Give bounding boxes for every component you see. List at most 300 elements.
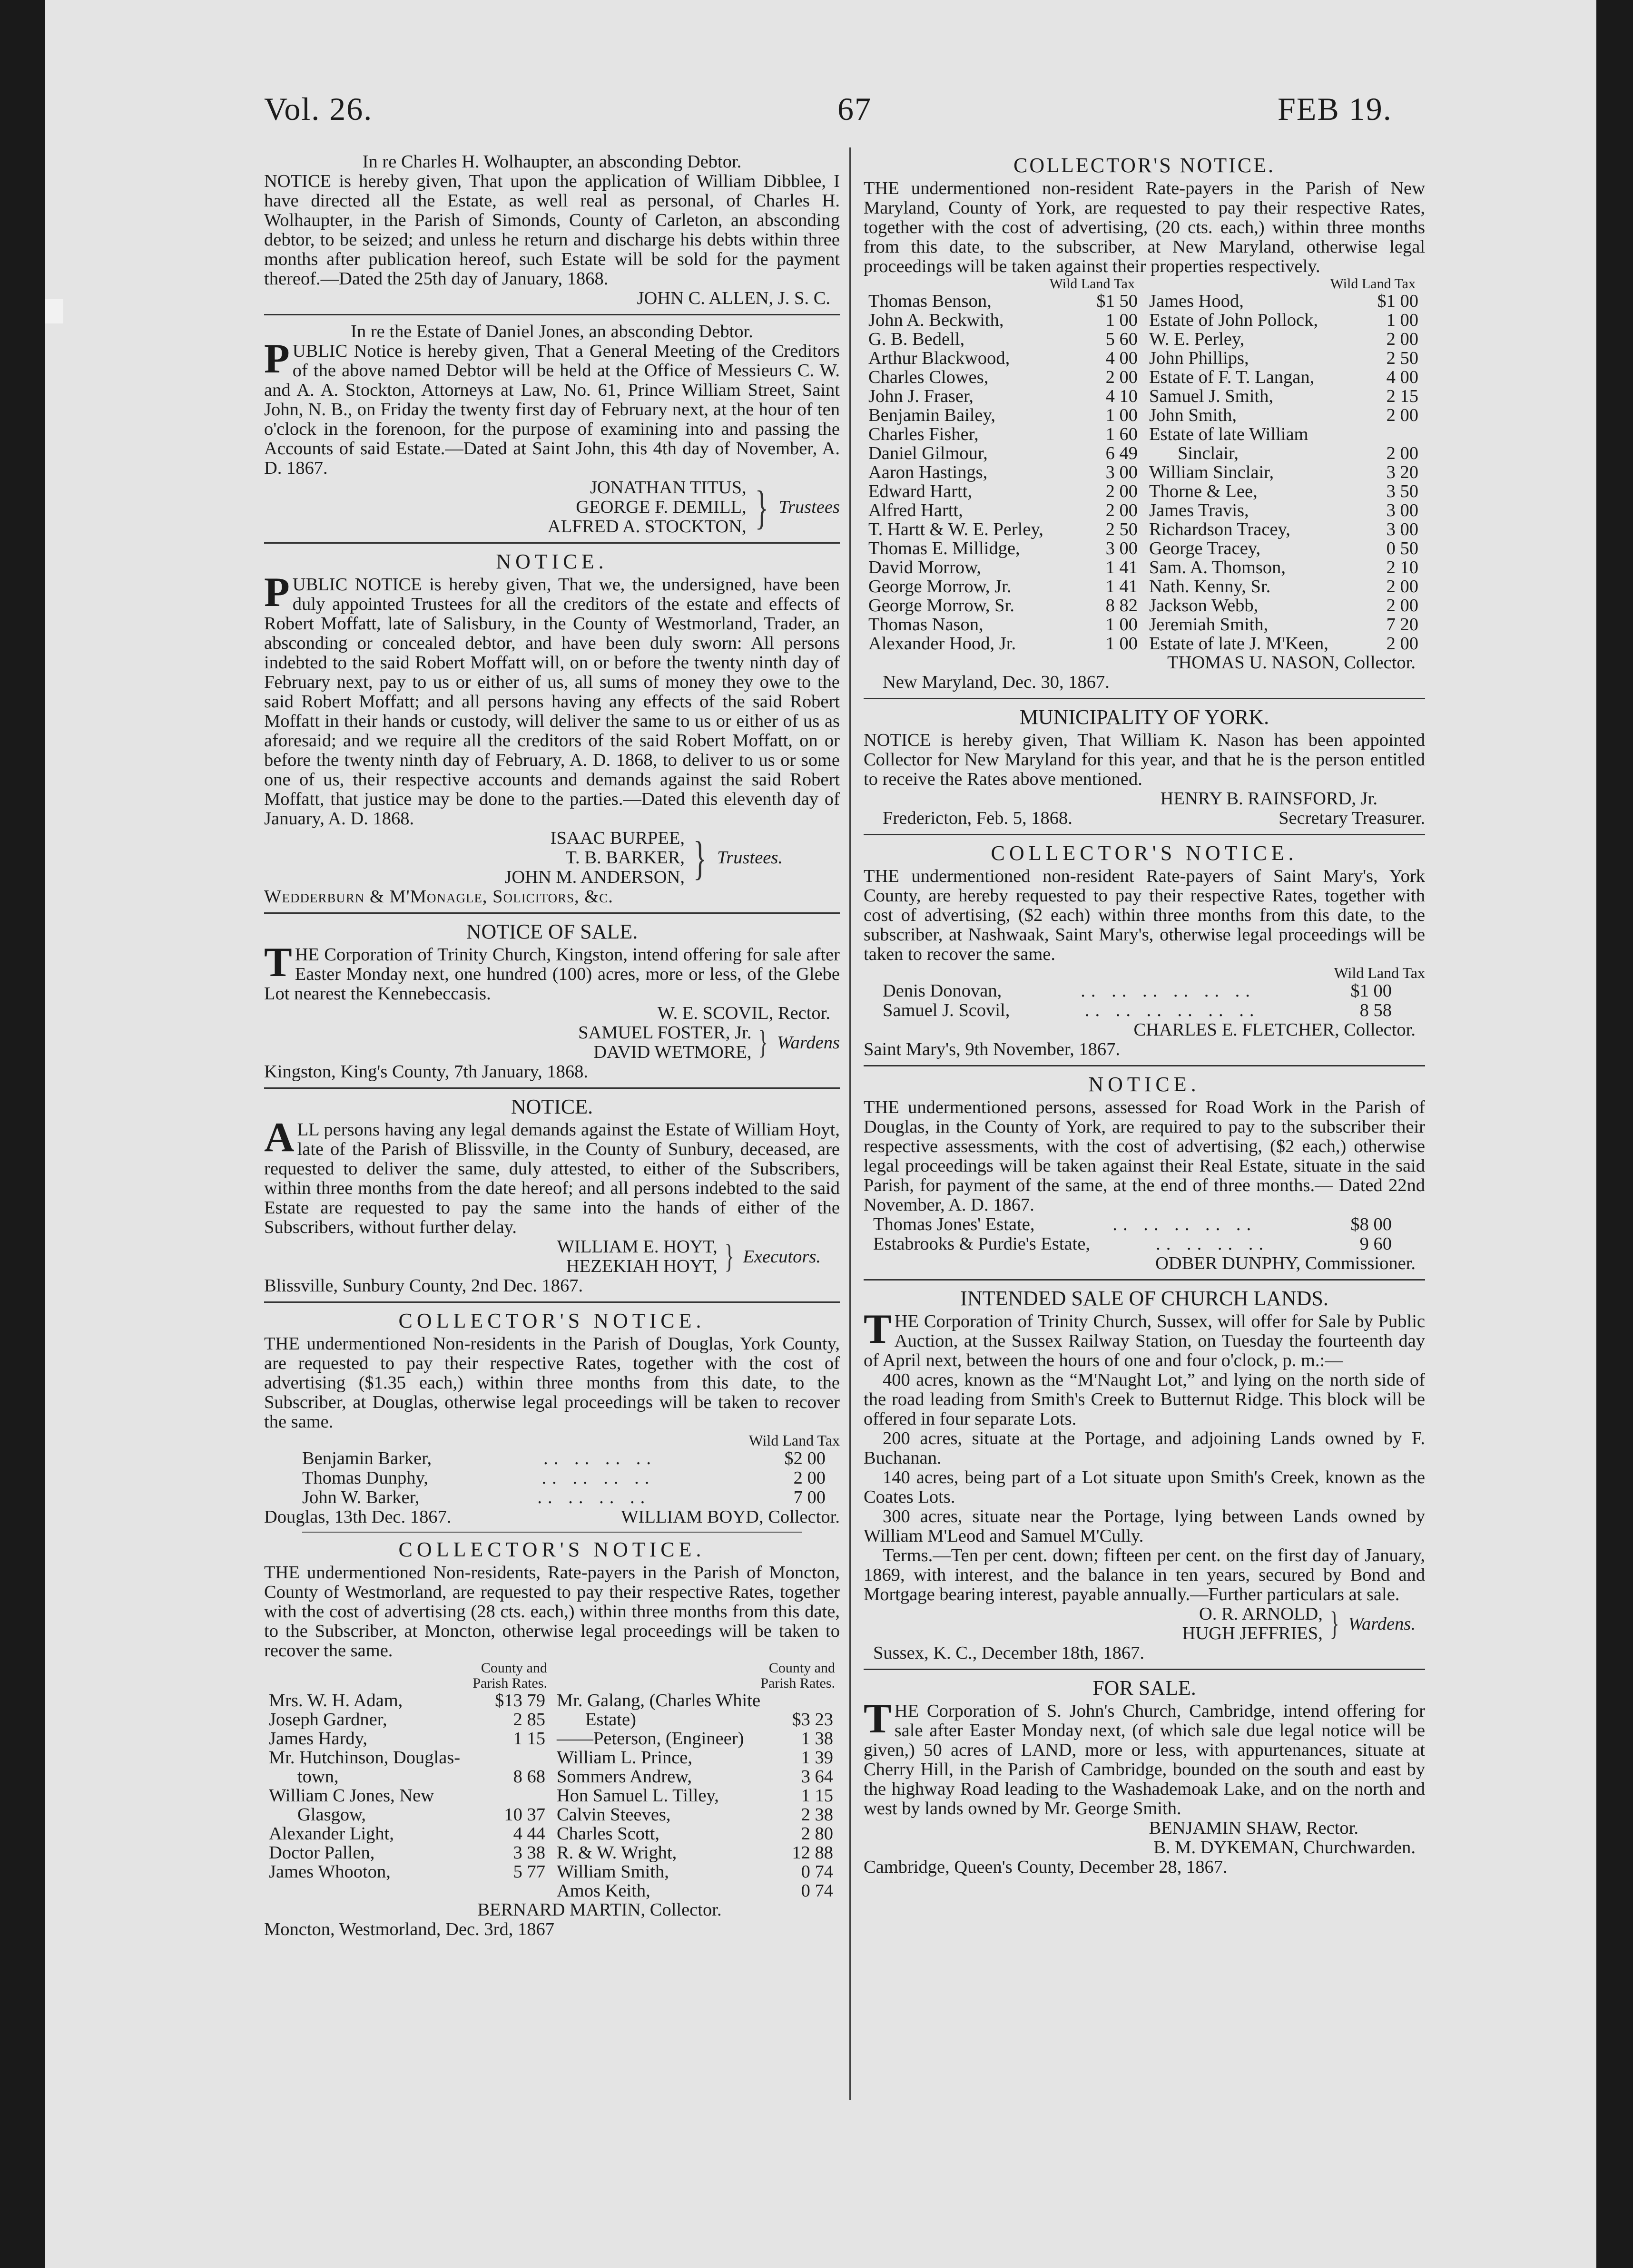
divider [864, 834, 1425, 835]
notice-body: THE Corporation of S. John's Church, Cambridge, intend offering for sale after Easter Monday next, (of which sale due legal notice will be given,) 50 acres of LAND, more or less, with appurtenances, situate at Cherry Hill, in the Parish of Cambridge, bounded on the south and east by the highway Road leading to the Washademoak Lake, and on the north and west by lands owned by Mr. George Smith. [864, 1696, 1425, 1818]
notice-title: FOR SALE. [1092, 1676, 1196, 1700]
trustee-name: ALFRED A. STOCKTON, [547, 517, 747, 537]
notice-signature: BERNARD MARTIN, Collector. [477, 1900, 722, 1920]
municipality-notice [864, 706, 1425, 828]
table-row [264, 1767, 552, 1786]
tax-amount: 2 10 [1386, 557, 1418, 577]
notice-title: NOTICE OF SALE. [466, 920, 638, 943]
table-row [1144, 596, 1425, 615]
taxpayer-name: James Whooton, [269, 1862, 391, 1882]
notice-heading: In re the Estate of Daniel Jones, an absconding Debtor. [351, 322, 753, 342]
signer-office: Secretary Treasurer. [1279, 808, 1425, 828]
trustee-name: T. B. BARKER, [565, 848, 685, 868]
table-row [264, 1786, 552, 1805]
divider [264, 1301, 840, 1303]
notice-body: NOTICE is hereby given, That William K. Nason has been appointed Collector for New Maryland for this year, and that he is the person entitled to receive the Rates above mentioned. [864, 730, 1425, 789]
tax-amount: 3 64 [801, 1767, 833, 1787]
taxpayer-name: Alexander Hood, Jr. [868, 634, 1016, 654]
taxpayer-name: Mr. Galang, (Charles White [557, 1691, 761, 1711]
table-row [552, 1843, 840, 1862]
tax-amount: 2 38 [801, 1805, 833, 1825]
notice-body: PUBLIC Notice is hereby given, That a General Meeting of the Creditors of the above named Debtor will be held at the Office of Messieurs C. W. and A. A. Stockton, Attorneys at Law, No. 61, Prince William Street, Saint John, N. B., on Friday the twenty first day of February next, at the hour of ten o'clock in the forenoon, for the purpose of examining into and passing the Accounts of said Estate.—Dated at Saint John, this 4th day of November, A. D. 1867. [264, 336, 840, 478]
column-header: Wild Land Tax [1330, 276, 1416, 292]
column-header: Parish Rates. [760, 1675, 835, 1691]
table-row [1144, 558, 1425, 577]
taxpayer-name: James Hood, [1149, 291, 1244, 311]
notice-signature: HENRY B. RAINSFORD, Jr. [1160, 789, 1377, 809]
notice-signature: JOHN C. ALLEN, J. S. C. [637, 288, 830, 308]
taxpayer-name: William Sinclair, [1149, 462, 1274, 482]
scan-edge-mark [45, 299, 63, 323]
taxpayer-name: Doctor Pallen, [269, 1843, 375, 1863]
douglas-collector-notice [264, 1310, 840, 1527]
issue-date: FEB 19. [1278, 91, 1392, 127]
tax-amount: 4 00 [1105, 348, 1138, 368]
table-row [864, 558, 1144, 577]
taxpayer-name: Arthur Blackwood, [868, 348, 1010, 368]
taxpayer-name: Hon Samuel L. Tilley, [557, 1786, 719, 1806]
taxpayer-name: W. E. Perley, [1149, 329, 1245, 349]
taxpayer-name: Calvin Steeves, [557, 1805, 671, 1825]
taxpayer-name: Thomas Nason, [868, 615, 984, 635]
taxpayer-name: Joseph Gardner, [269, 1710, 387, 1730]
tax-row: Denis Donovan, .. .. .. .. .. .. $1 00 [883, 981, 1392, 1001]
divider [864, 1279, 1425, 1281]
notice-title: NOTICE. [511, 1095, 593, 1118]
notice-signature: WILLIAM BOYD, Collector. [621, 1507, 840, 1527]
table-row [864, 444, 1144, 463]
wardens-block [864, 1604, 1416, 1643]
table-row [1144, 444, 1425, 463]
tax-amount: $2 00 [784, 1448, 826, 1468]
tax-amount: 0 74 [801, 1881, 833, 1901]
tax-amount: 2 00 [1386, 634, 1418, 654]
table-row [552, 1786, 840, 1805]
brace-glyph: } [724, 1238, 734, 1275]
trustee-role: Trustees [778, 497, 840, 517]
taxpayer-name: William Smith, [557, 1862, 669, 1882]
taxpayer-name: Charles Fisher, [868, 424, 979, 444]
tax-row: John W. Barker, .. .. .. .. 7 00 [302, 1487, 826, 1507]
taxpayer-name: Benjamin Bailey, [868, 405, 995, 425]
table-row [864, 615, 1144, 634]
taxpayer-name: Charles Scott, [557, 1824, 659, 1844]
tax-amount: 3 50 [1386, 481, 1418, 501]
table-row [1144, 387, 1425, 406]
notice-title: COLLECTOR'S NOTICE. [398, 1538, 706, 1561]
column-header: Wild Land Tax [1049, 276, 1135, 292]
nm-table-left [864, 276, 1144, 653]
tax-amount: 1 15 [801, 1786, 833, 1806]
warden-role: Wardens. [1348, 1613, 1416, 1634]
churchwarden-signature: B. M. DYKEMAN, Churchwarden. [1153, 1838, 1416, 1857]
hoyt-notice [264, 1095, 840, 1296]
notice-dateline: Moncton, Westmorland, Dec. 3rd, 1867 [264, 1919, 554, 1939]
taxpayer-name: Estate of late J. M'Keen, [1149, 634, 1328, 654]
table-row [864, 425, 1144, 444]
tax-amount: 1 41 [1105, 577, 1138, 596]
table-row [1144, 501, 1425, 520]
divider [264, 1087, 840, 1089]
taxpayer-name: Estate of John Pollock, [1149, 310, 1318, 330]
trustee-name: JOHN M. ANDERSON, [504, 867, 685, 887]
taxpayer-name: Thorne & Lee, [1149, 481, 1258, 501]
tax-amount: 2 00 [1386, 405, 1418, 425]
notice-body: THE Corporation of Trinity Church, Sussex, will offer for Sale by Public Auction, at the Sussex Railway Station, on Tuesday the fourteenth day of April next, between the hours of one and four o'clock, p. m.:— [864, 1306, 1425, 1370]
table-row [864, 577, 1144, 596]
notice-title: COLLECTOR'S NOTICE. [398, 1309, 706, 1332]
tax-amount: 6 49 [1105, 443, 1138, 463]
notice-title: INTENDED SALE OF CHURCH LANDS. [960, 1287, 1328, 1310]
tax-amount: 4 44 [513, 1824, 545, 1844]
divider [864, 1669, 1425, 1670]
table-row [552, 1691, 840, 1710]
notice-dateline: Kingston, King's County, 7th January, 1868. [264, 1062, 589, 1082]
taxpayer-name: Alfred Hartt, [868, 500, 963, 520]
tax-amount: 1 00 [1105, 615, 1138, 635]
tax-amount: 2 85 [513, 1710, 545, 1730]
table-row [1144, 463, 1425, 482]
warden-name: O. R. ARNOLD, [1199, 1604, 1323, 1624]
tax-amount: 1 39 [801, 1748, 833, 1768]
tax-amount [786, 1691, 840, 1710]
volume-label: Vol. 26. [264, 91, 373, 127]
tax-amount: 2 00 [1386, 596, 1418, 616]
taxpayer-name: town, [297, 1767, 339, 1787]
tax-amount: 7 20 [1386, 615, 1418, 635]
tax-row: Benjamin Barker, .. .. .. .. $2 00 [302, 1448, 826, 1468]
tax-amount: 3 38 [513, 1843, 545, 1863]
notice-heading: In re Charles H. Wolhaupter, an absconding Debtor. [362, 152, 742, 172]
road-work-notice [864, 1073, 1425, 1273]
brace-glyph: } [693, 831, 707, 884]
table-row [1144, 539, 1425, 558]
tax-amount: 5 77 [513, 1862, 545, 1882]
warden-role: Wardens [777, 1032, 840, 1053]
tax-amount: $13 79 [495, 1691, 545, 1711]
column-header: Wild Land Tax [1334, 964, 1425, 981]
tax-amount: $1 50 [1096, 291, 1138, 311]
taxpayer-name: John A. Beckwith, [868, 310, 1004, 330]
divider [864, 698, 1425, 699]
table-row [1144, 368, 1425, 387]
notice-body: THE undermentioned non-resident Rate-payers in the Parish of New Maryland, County of York, are requested to pay their respective Rates, together with the cost of advertising, (20 cts. each,) within three months from this date, to the subscriber, at New Maryland, otherwise legal proceedings will be taken against their properties respectively. [864, 178, 1425, 276]
lot-item: 300 acres, situate near the Portage, lying between Lands owned by William M'Leod and Samuel M'Cully. [864, 1506, 1425, 1546]
table-row [552, 1729, 840, 1748]
notice-body: PUBLIC NOTICE is hereby given, That we, the undersigned, have been duly appointed Trustees for all the creditors of the estate and effects of Robert Moffatt, late of Salisbury, in the County of Westmorland, Trader, an absconding or concealed debtor, and have been duly sworn: All persons indebted to the said Robert Moffatt will, on or before the twenty ninth day of February next, pay to us or either of us, all sums of money they owe to the said Robert Moffatt; and all persons having any effects of the said Robert Moffatt in their hands or custody, will deliver the same to us or either of us as aforesaid; and we require all the creditors of the said Robert Moffatt, on or before the twenty ninth day of February, A. D. 1868, to deliver to us or some one of us, their respective accounts and demands against the said Robert Moffatt, that justice may be done to the parties.—Dated this eleventh day of January, A. D. 1868. [264, 569, 840, 829]
tax-row: Thomas Dunphy, .. .. .. .. 2 00 [302, 1468, 826, 1488]
taxpayer-name: Charles Clowes, [868, 367, 989, 387]
table-row [264, 1748, 552, 1767]
tax-amount: 2 00 [1105, 481, 1138, 501]
brace-glyph: } [755, 480, 769, 534]
taxpayer-name: Denis Donovan, [883, 981, 1002, 1001]
rate-table [552, 1691, 840, 1900]
taxpayer-name: Thomas Benson, [868, 291, 992, 311]
tax-amount: 4 10 [1105, 386, 1138, 406]
taxpayer-name: Thomas E. Millidge, [868, 538, 1020, 558]
tax-amount: 5 60 [1105, 329, 1138, 349]
saint-marys-notice [864, 842, 1425, 1059]
notice-title: COLLECTOR'S NOTICE. [991, 841, 1298, 865]
notice-dateline: Fredericton, Feb. 5, 1868. [883, 808, 1072, 828]
column-header: Parish Rates. [472, 1675, 547, 1691]
table-row [1144, 615, 1425, 634]
moncton-collector-notice [264, 1538, 840, 1939]
trustee-block [264, 478, 840, 537]
table-row [864, 368, 1144, 387]
taxpayer-name: Richardson Tracey, [1149, 519, 1290, 539]
nm-table-right [1144, 276, 1425, 653]
table-row [864, 387, 1144, 406]
table-row [864, 463, 1144, 482]
table-row [864, 311, 1144, 330]
notice-dateline: Blissville, Sunbury County, 2nd Dec. 1867. [264, 1276, 583, 1296]
left-column [264, 152, 840, 1939]
notice-body: THE Corporation of Trinity Church, Kingston, intend offering for sale after Easter Monday next, one hundred (100) acres, more or less, of the Glebe Lot nearest the Kennebeccasis. [264, 939, 840, 1004]
taxpayer-name: Sinclair, [1178, 443, 1239, 463]
taxpayer-name: Estate of late William [1149, 424, 1308, 444]
table-row [1144, 292, 1425, 311]
tax-row: Estabrooks & Purdie's Estate, .. .. .. .. 9 60 [873, 1234, 1392, 1254]
taxpayer-name: George Tracey, [1149, 538, 1261, 558]
tax-amount: 1 60 [1105, 424, 1138, 444]
tax-amount: 3 00 [1386, 519, 1418, 539]
table-row [552, 1767, 840, 1786]
rate-table [864, 292, 1144, 653]
taxpayer-name: Mrs. W. H. Adam, [269, 1691, 403, 1711]
taxpayer-name: Sommers Andrew, [557, 1767, 692, 1787]
warden-name: DAVID WETMORE, [593, 1042, 752, 1062]
table-row [552, 1881, 840, 1900]
tax-amount: 3 20 [1386, 462, 1418, 482]
divider [264, 314, 840, 315]
tax-amount: $1 00 [1350, 981, 1392, 1001]
taxpayer-name: Estate of F. T. Langan, [1149, 367, 1315, 387]
table-row [864, 539, 1144, 558]
table-row [552, 1862, 840, 1881]
tax-amount: $8 00 [1350, 1214, 1392, 1234]
lot-item: 400 acres, known as the “M'Naught Lot,” and lying on the north side of the road leading from Smith's Creek to Butternut Ridge. This block will be offered in four separate Lots. [864, 1370, 1425, 1429]
new-maryland-notice [864, 154, 1425, 692]
notice-title: NOTICE. [496, 550, 608, 573]
tax-amount: 1 15 [513, 1729, 545, 1749]
executors-block [264, 1237, 821, 1276]
tax-amount: 0 74 [801, 1862, 833, 1882]
notice-dateline: Sussex, K. C., December 18th, 1867. [873, 1643, 1144, 1663]
taxpayer-name: Estate) [585, 1710, 636, 1730]
kingston-sale-notice [264, 920, 840, 1082]
notice-title: MUNICIPALITY OF YORK. [1019, 705, 1269, 729]
tax-amount: 2 00 [1105, 367, 1138, 387]
table-row [264, 1843, 552, 1862]
taxpayer-name: James Hardy, [269, 1729, 368, 1749]
wolhaupter-notice [264, 152, 840, 308]
tax-amount [1367, 425, 1425, 444]
table-row [1144, 520, 1425, 539]
tax-amount: 3 00 [1386, 500, 1418, 520]
taxpayer-name: Edward Hartt, [868, 481, 973, 501]
rector-signature: BENJAMIN SHAW, Rector. [1149, 1818, 1358, 1838]
notice-title: NOTICE. [1088, 1073, 1200, 1096]
notice-dateline: Cambridge, Queen's County, December 28, 1867. [864, 1857, 1228, 1877]
taxpayer-name: John J. Fraser, [868, 386, 974, 406]
tax-amount: 2 00 [1386, 443, 1418, 463]
tax-amount: 8 68 [513, 1767, 545, 1787]
taxpayer-name: Glasgow, [297, 1805, 366, 1825]
warden-name: SAMUEL FOSTER, Jr. [578, 1023, 752, 1043]
right-column [864, 152, 1425, 1877]
taxpayer-name: Samuel J. Smith, [1149, 386, 1273, 406]
tax-amount [487, 1748, 552, 1767]
moffatt-notice [264, 550, 840, 907]
divider [264, 542, 840, 544]
taxpayer-name: John Phillips, [1149, 348, 1249, 368]
notice-body: THE undermentioned persons, assessed for Road Work in the Parish of Douglas, in the County of York, are required to pay to the subscriber their respective assessments, with the cost of advertising, ($2 each,) otherwise legal proceedings will be taken against their Real Estate, situate in the said Parish, for payment of the same, at the end of three months.— Dated 22nd November, A. D. 1867. [864, 1097, 1425, 1215]
table-row [1144, 330, 1425, 349]
tax-amount: 2 50 [1105, 519, 1138, 539]
tax-amount: 10 37 [504, 1805, 545, 1825]
notice-signature: ODBER DUNPHY, Commissioner. [1155, 1253, 1416, 1273]
notice-dateline: Douglas, 13th Dec. 1867. [264, 1507, 452, 1527]
trustee-role: Trustees. [717, 848, 783, 868]
tax-amount: 2 00 [1386, 577, 1418, 596]
divider [302, 1532, 802, 1533]
tax-amount: 12 88 [792, 1843, 833, 1863]
rate-table [1144, 292, 1425, 653]
table-row [864, 292, 1144, 311]
solicitors-line: Wedderburn & M'Monagle, Solicitors, &c. [264, 887, 613, 907]
table-row [552, 1824, 840, 1843]
tax-amount: 2 00 [1386, 329, 1418, 349]
for-sale-notice [864, 1677, 1425, 1877]
table-row [552, 1805, 840, 1824]
table-row [1144, 406, 1425, 425]
jones-notice [264, 322, 840, 537]
trustee-name: ISAAC BURPEE, [550, 828, 685, 848]
taxpayer-name: John W. Barker, [302, 1487, 420, 1507]
table-row [264, 1729, 552, 1748]
table-row [552, 1748, 840, 1767]
column-header: County and [481, 1660, 547, 1676]
gazette-page [45, 0, 1596, 2268]
taxpayer-name: Aaron Hastings, [868, 462, 988, 482]
taxpayer-name: G. B. Bedell, [868, 329, 965, 349]
taxpayer-name: T. Hartt & W. E. Perley, [868, 519, 1043, 539]
warden-name: HUGH JEFFRIES, [1182, 1623, 1323, 1643]
tax-amount: 1 00 [1105, 310, 1138, 330]
table-row [1144, 634, 1425, 653]
church-lands-notice [864, 1287, 1425, 1663]
tax-amount: $3 23 [792, 1710, 833, 1730]
table-row [264, 1824, 552, 1843]
moncton-table-right [552, 1661, 840, 1900]
notice-body: NOTICE is hereby given, That upon the application of William Dibblee, I have directed all the Estate, as well real as personal, of Charles H. Wolhaupter, in the Parish of Simonds, County of Carleton, an absconding debtor, to be seized; and unless he return and discharge his debts within three months after publication hereof, such Estate will be sold for the payment thereof.—Dated the 25th day of January, 1868. [264, 171, 840, 289]
tax-amount: 8 58 [1359, 1000, 1392, 1020]
taxpayer-name: Samuel J. Scovil, [883, 1000, 1010, 1020]
column-divider [849, 147, 851, 2100]
tax-amount: 1 00 [1386, 310, 1418, 330]
taxpayer-name: David Morrow, [868, 557, 982, 577]
taxpayer-name: George Morrow, Jr. [868, 577, 1012, 596]
executor-name: WILLIAM E. HOYT, [557, 1237, 718, 1257]
notice-dateline: Saint Mary's, 9th November, 1867. [864, 1039, 1120, 1059]
tax-amount: 8 82 [1105, 596, 1138, 616]
tax-amount: 1 41 [1105, 557, 1138, 577]
table-row [264, 1805, 552, 1824]
wardens-block [264, 1023, 840, 1062]
tax-amount: 1 38 [801, 1729, 833, 1749]
executor-name: HEZEKIAH HOYT, [566, 1256, 718, 1276]
table-row [1144, 577, 1425, 596]
table-row [264, 1691, 552, 1710]
page-number: 67 [837, 91, 872, 127]
tax-amount [487, 1786, 552, 1805]
taxpayer-name: James Travis, [1149, 500, 1249, 520]
table-row [864, 501, 1144, 520]
taxpayer-name: Thomas Dunphy, [302, 1468, 428, 1488]
taxpayer-name: Daniel Gilmour, [868, 443, 988, 463]
notice-body: ALL persons having any legal demands against the Estate of William Hoyt, late of the Parish of Blissville, in the County of Sunbury, deceased, are requested to deliver the same, duly attested, to either of the Subscribers, within three months from the date hereof; and all persons indebted to the said Estate are requested to pay the same into the hands of either of the Subscribers, without further delay. [264, 1114, 840, 1237]
lot-item: 140 acres, being part of a Lot situate upon Smith's Creek, known as the Coates Lots. [864, 1467, 1425, 1507]
taxpayer-name: George Morrow, Sr. [868, 596, 1014, 616]
table-row [1144, 311, 1425, 330]
taxpayer-name: Thomas Jones' Estate, [873, 1214, 1035, 1234]
table-row [1144, 425, 1425, 444]
table-row [1144, 482, 1425, 501]
notice-body: THE undermentioned Non-residents, Rate-payers in the Parish of Moncton, County of Westmorland, are requested to pay their respective Rates, together with the cost of advertising (28 cts. each,) within three months from this date, to the Subscriber, at Moncton, otherwise legal proceedings will be taken to recover the same. [264, 1563, 840, 1661]
taxpayer-name: R. & W. Wright, [557, 1843, 677, 1863]
tax-amount: 2 50 [1386, 348, 1418, 368]
moncton-table-left [264, 1661, 552, 1900]
table-row [864, 406, 1144, 425]
notice-dateline: New Maryland, Dec. 30, 1867. [883, 672, 1110, 692]
tax-amount: 3 00 [1105, 538, 1138, 558]
table-row [864, 634, 1144, 653]
notice-body: THE undermentioned Non-residents in the Parish of Douglas, York County, are requested to pay their respective Rates, together with the cost of advertising ($1.35 each,) within three months from this date, to the Subscriber, at Douglas, otherwise legal proceedings will be taken to recover the same. [264, 1334, 840, 1432]
column-header: County and [768, 1660, 835, 1676]
table-row [864, 330, 1144, 349]
table-row [864, 596, 1144, 615]
taxpayer-name: Amos Keith, [557, 1881, 650, 1901]
table-row [552, 1710, 840, 1729]
tax-amount: 0 50 [1386, 538, 1418, 558]
tax-amount: 1 00 [1105, 405, 1138, 425]
table-row [264, 1862, 552, 1881]
brace-glyph: } [758, 1024, 768, 1061]
tax-amount: 7 00 [793, 1487, 826, 1507]
taxpayer-name: Estabrooks & Purdie's Estate, [873, 1234, 1091, 1254]
taxpayer-name: Alexander Light, [269, 1824, 394, 1844]
trustee-block [264, 829, 783, 887]
tax-row: Thomas Jones' Estate, .. .. .. .. .. $8 00 [873, 1214, 1392, 1234]
tax-amount: 2 00 [1105, 500, 1138, 520]
table-row [264, 1710, 552, 1729]
table-row [864, 482, 1144, 501]
divider [864, 1065, 1425, 1066]
taxpayer-name: Nath. Kenny, Sr. [1149, 577, 1271, 596]
executor-role: Executors. [743, 1246, 821, 1267]
table-row [1144, 349, 1425, 368]
notice-signature: CHARLES E. FLETCHER, Collector. [1133, 1020, 1416, 1040]
taxpayer-name: ——Peterson, (Engineer) [557, 1729, 744, 1749]
notice-signature: THOMAS U. NASON, Collector. [1167, 653, 1416, 673]
taxpayer-name: Mr. Hutchinson, Douglas- [269, 1748, 461, 1768]
tax-amount: 1 00 [1105, 634, 1138, 654]
table-row [864, 349, 1144, 368]
brace-glyph: } [1329, 1605, 1339, 1642]
column-header: Wild Land Tax [748, 1432, 840, 1449]
